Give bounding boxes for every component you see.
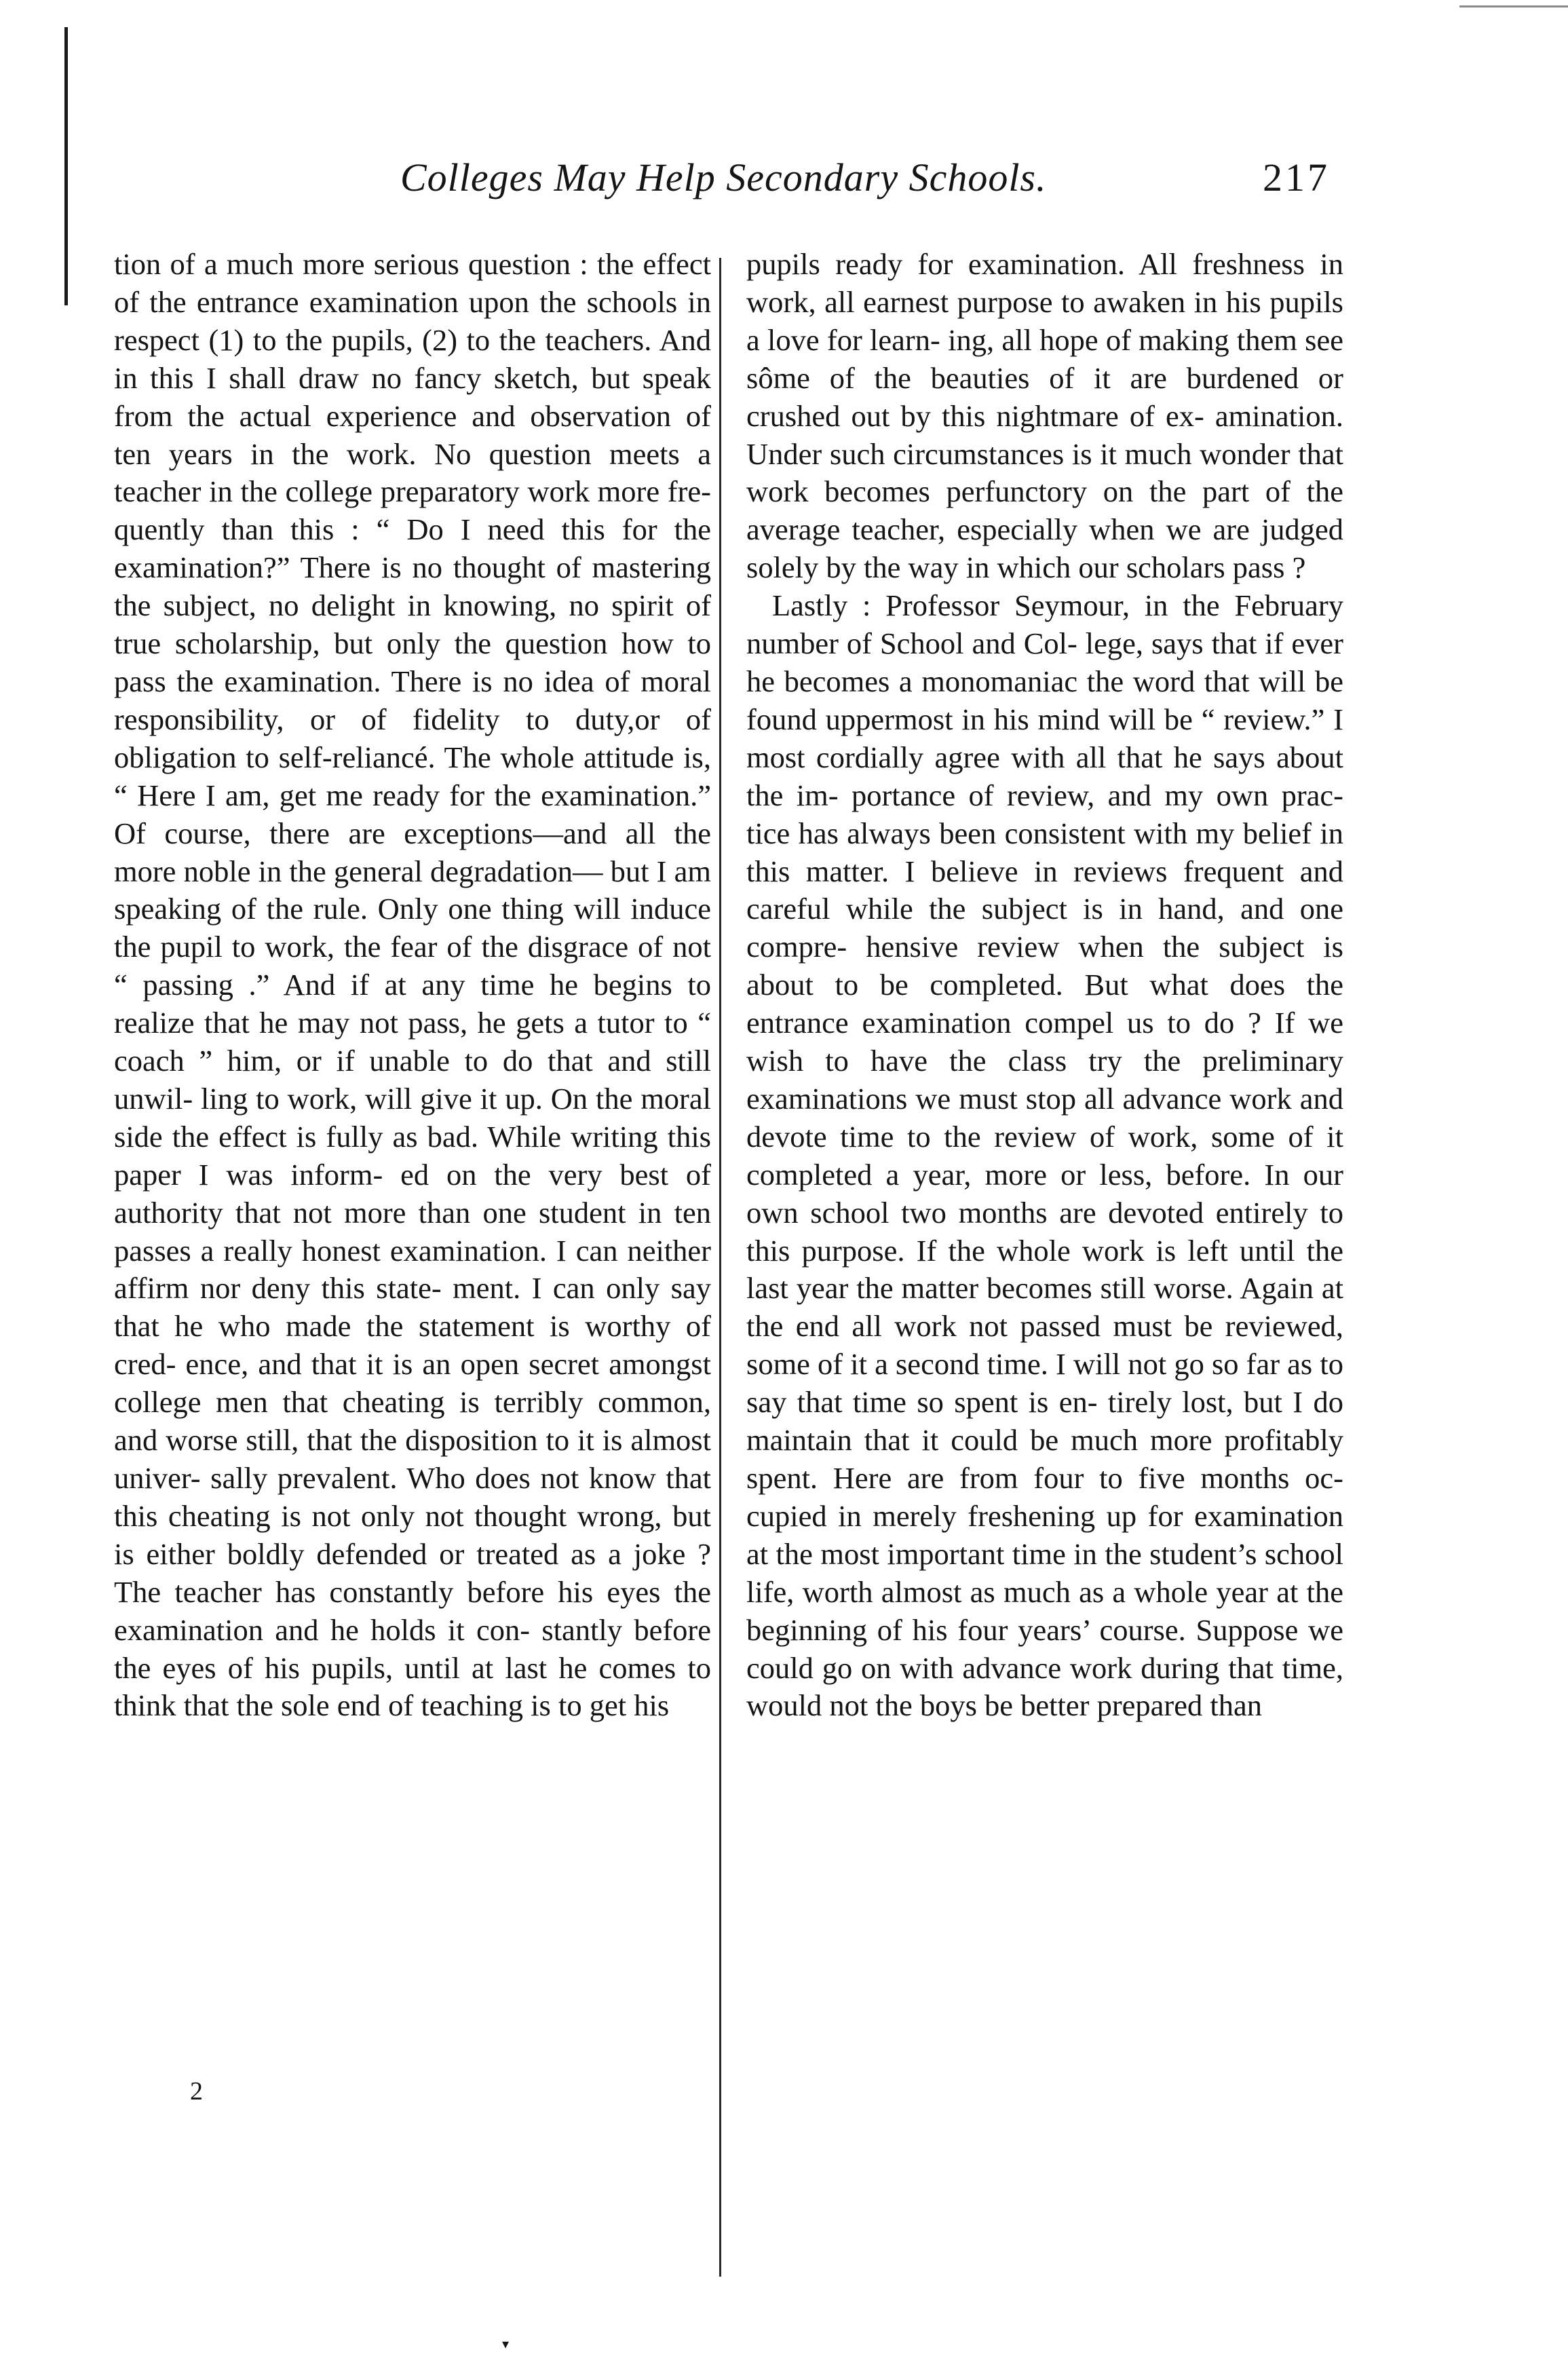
column-divider <box>719 258 721 2277</box>
left-column <box>114 246 711 1725</box>
running-title: Colleges May Help Secondary Schools. <box>400 155 1047 200</box>
running-head <box>115 155 1330 209</box>
right-column <box>746 246 1343 1725</box>
right-paragraph-1: pupils ready for examination. All freshness in work, all earnest purpose to awaken in his pupils a love for learn- ing, all hope of making them see sôme of the beauties of it are burdened or crushed out by this nightmare of ex- amination. Under such circumstances is it much wonder that work becomes perfunctory on the part of the average teacher, especially when we are judged solely by the way in which our scholars pass ? <box>746 247 1343 585</box>
left-paragraph-1: tion of a much more serious question : the effect of the entrance examination upon the schools in respect (1) to the pupils, (2) to the teachers. And in this I shall draw no fancy sketch, but speak from the actual experience and observation of ten years in the work. No question meets a teacher in the college preparatory work more fre- quently than this : “ Do I need this for the examination?” There is no thought of mastering the subject, no delight in knowing, no spirit of true scholarship, but only the question how to pass the examination. There is no idea of moral responsibility, or of fidelity to duty,or of obligation to self-reliancé. The whole attitude is, “ Here I am, get me ready for the examination.” Of course, there are exceptions—and all the more noble in the general degradation— but I am speaking of the rule. Only one thing will induce the pupil to work, the fear of the disgrace of not “ passing .” And if at any time he begins to realize that he may not pass, he gets a tutor to “ coach ” him, or if unable to do that and still unwil- ling to work, will give it up. On the moral side the effect is fully as bad. While writing this paper I was inform- ed on the very best of authority that not more than one student in ten passes a really honest examination. I can neither affirm nor deny this state- ment. I can only say that he who made the statement is worthy of cred- ence, and that it is an open secret amongst college men that cheating is terribly common, and worse still, that the disposition to it is almost univer- sally prevalent. Who does not know that this cheating is not only not thought wrong, but is either boldly defended or treated as a joke ? The teacher has constantly before his eyes the examination and he holds it con- stantly before the eyes of his pupils, until at last he comes to think that the sole end of teaching is to get his <box>114 247 711 1723</box>
signature-mark: 2 <box>190 2077 203 2106</box>
page-number: 217 <box>1263 155 1330 200</box>
bottom-dot: ▾ <box>502 2337 510 2352</box>
binding-edge-mark <box>64 27 68 305</box>
right-paragraph-2: Lastly : Professor Seymour, in the February number of School and Col- lege, says that if ever he becomes a monomaniac the word that will be found uppermost in his mind will be “ review.” I most cordially agree with all that he says about the im- portance of review, and my own prac- tice has always been consistent with my belief in this matter. I believe in reviews frequent and careful while the subject is in hand, and one compre- hensive review when the subject is about to be completed. But what does the entrance examination compel us to do ? If we wish to have the class try the preliminary examinations we must stop all advance work and devote time to the review of work, some of it completed a year, more or less, before. In our own school two months are devoted entirely to this purpose. If the whole work is left until the last year the matter becomes still worse. Again at the end all work not passed must be reviewed, some of it a second time. I will not go so far as to say that time so spent is en- tirely lost, but I do maintain that it could be much more profitably spent. Here are from four to five months oc- cupied in merely freshening up for examination at the most important time in the student’s school life, worth almost as much as a whole year at the beginning of his four years’ course. Suppose we could go on with advance work during that time, would not the boys be better prepared than <box>746 588 1343 1723</box>
top-rule <box>1459 5 1568 7</box>
